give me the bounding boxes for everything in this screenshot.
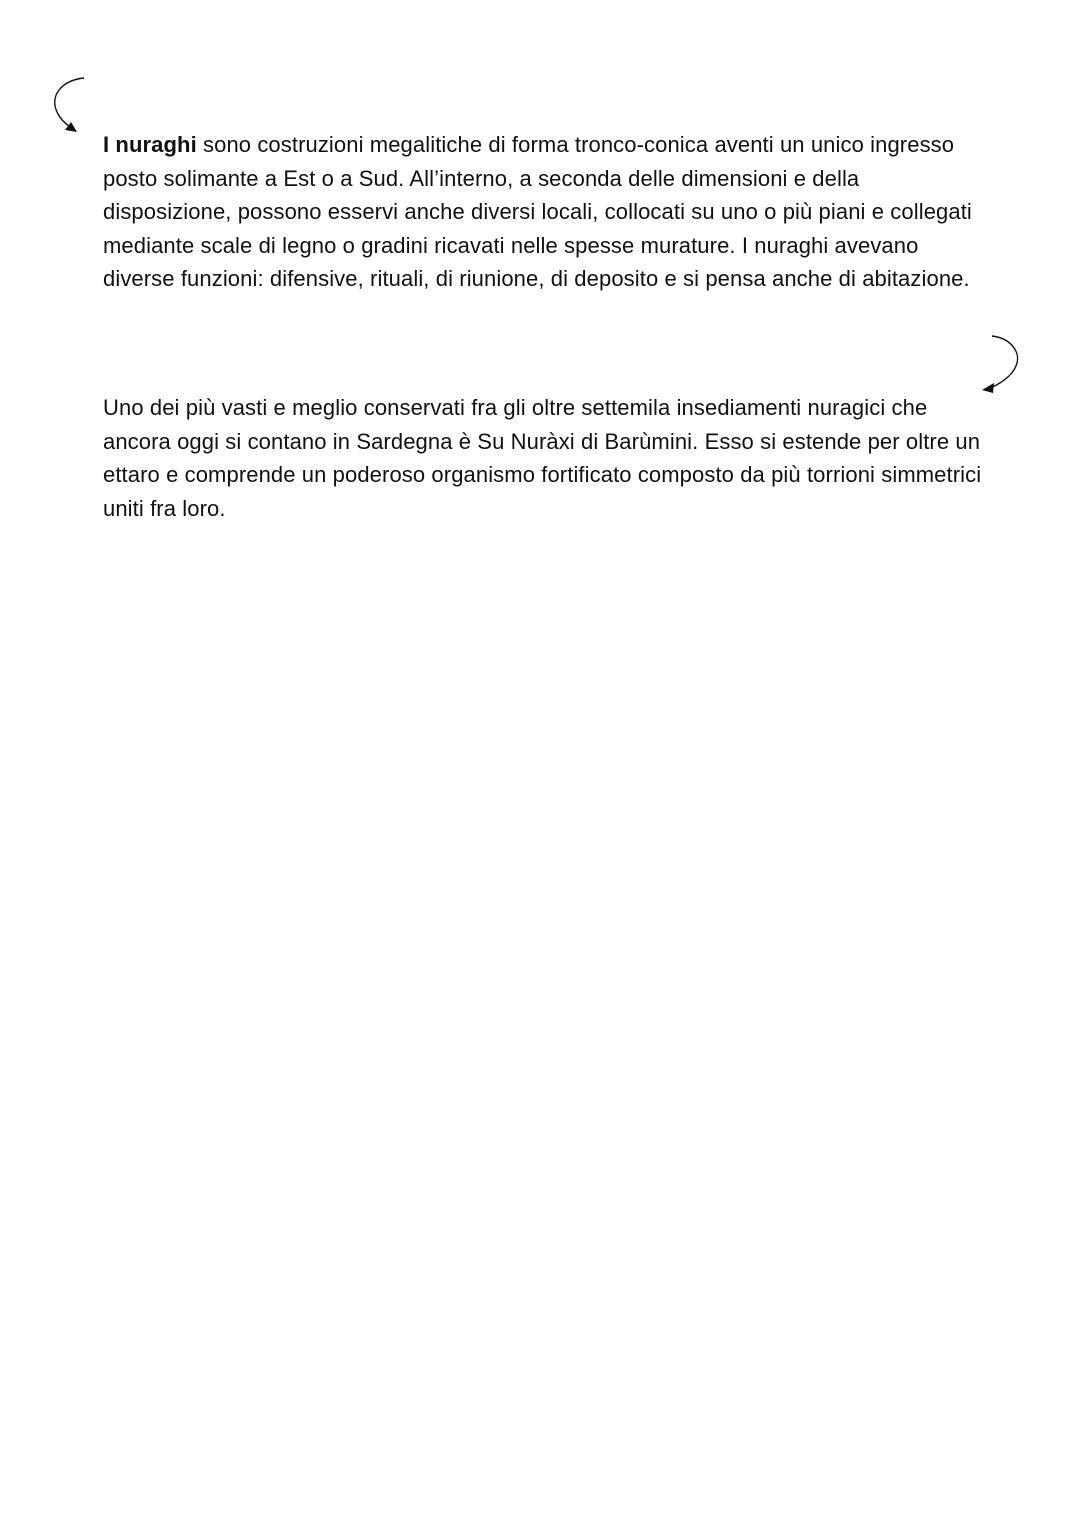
paragraph-su-nuraxi: [103, 391, 983, 525]
paragraph-body-text: sono costruzioni megalitiche di forma tronco-conica aventi un unico ingresso posto solimante a Est o a Sud. All’interno, a seconda delle dimensioni e della disposizione, possono esservi anche diversi locali, collocati su uno o più piani e collegati mediante scale di legno o gradini ricavati nelle spesse murature. I nuraghi avevano diverse funzioni: difensive, rituali, di riunione, di deposito e si pensa anche di abitazione.: [103, 132, 972, 291]
bold-lead-term: I nuraghi: [103, 132, 197, 157]
curved-arrow-left-icon: [44, 70, 94, 140]
paragraph-body-text: Uno dei più vasti e meglio conservati fra gli oltre settemila insediamenti nuragici che ancora oggi si contano in Sardegna è Su Nuràxi di Barùmini. Esso si estende per oltre un ettaro e comprende un poderoso organismo fortificato composto da più torrioni simmetrici uniti fra loro.: [103, 395, 982, 521]
paragraph-nuraghi-description: [103, 128, 983, 296]
curved-arrow-right-icon: [972, 330, 1032, 400]
